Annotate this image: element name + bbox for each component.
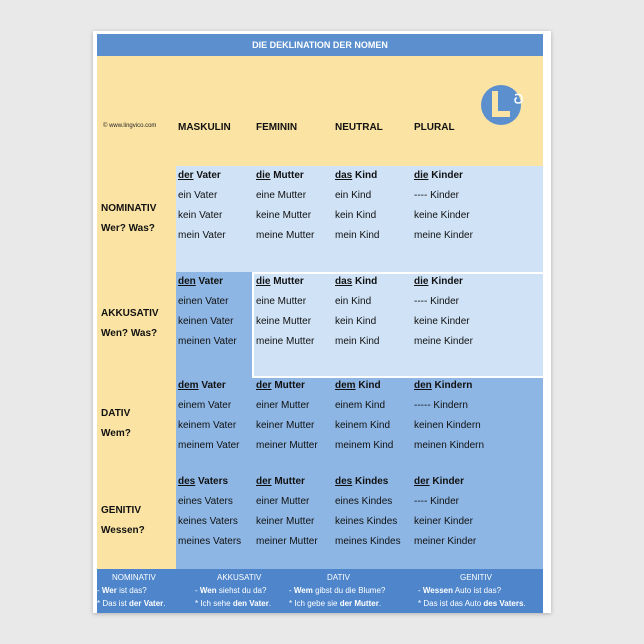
declension-cell: der Mutter — [256, 476, 305, 487]
declension-cell: mein Kind — [335, 230, 380, 241]
declension-cell: meines Kindes — [335, 536, 401, 547]
declension-cell: kein Kind — [335, 210, 377, 221]
declension-cell: meiner Mutter — [256, 440, 318, 451]
declension-cell: der Mutter — [256, 380, 305, 391]
case-label-nominativ — [97, 199, 180, 239]
declension-cell: eine Mutter — [256, 296, 307, 307]
declension-cell: des Kindes — [335, 476, 389, 487]
declension-cell: meine Kinder — [414, 336, 473, 347]
footer-answer: * Ich gebe sie der Mutter. — [289, 599, 382, 608]
declension-cell: das Kind — [335, 276, 378, 287]
declension-cell: meine Kinder — [414, 230, 473, 241]
declension-cell: meine Mutter — [256, 336, 315, 347]
declension-cell: des Vaters — [178, 476, 229, 487]
footer-question: - Wer ist das? — [97, 586, 147, 595]
declension-cell: keine Kinder — [414, 316, 470, 327]
declension-cell: keiner Kinder — [414, 516, 473, 527]
case-label-akkusativ — [97, 304, 180, 344]
case-name: NOMINATIV — [101, 203, 157, 214]
declension-cell: meine Mutter — [256, 230, 315, 241]
declension-cell: die Kinder — [414, 170, 463, 181]
declension-cell: meines Vaters — [178, 536, 242, 547]
declension-cell: keinen Kindern — [414, 420, 481, 431]
footer-header-dativ: DATIV — [327, 573, 350, 582]
footer-answer: * Ich sehe den Vater. — [195, 599, 272, 608]
example-footer — [97, 569, 543, 613]
declension-cell: der Vater — [178, 170, 221, 181]
declension-cell: meinem Vater — [178, 440, 240, 451]
declension-cell: meinen Vater — [178, 336, 237, 347]
declension-cell: einem Kind — [335, 400, 386, 411]
declension-cell: ein Kind — [335, 296, 372, 307]
column-header-neutral: NEUTRAL — [335, 122, 383, 133]
declension-cell: eines Vaters — [178, 496, 233, 507]
declension-cell: keine Kinder — [414, 210, 470, 221]
declension-cell: keinen Vater — [178, 316, 234, 327]
case-label-dativ — [97, 404, 180, 444]
footer-question: - Wen siehst du da? — [195, 586, 267, 595]
column-header-maskulin: MASKULIN — [178, 122, 231, 133]
declension-cell: einer Mutter — [256, 400, 310, 411]
column-header-plural: PLURAL — [414, 122, 455, 133]
declension-cell: der Kinder — [414, 476, 465, 487]
declension-cell: keiner Mutter — [256, 420, 315, 431]
footer-header-akkusativ: AKKUSATIV — [217, 573, 262, 582]
footer-header-genitiv: GENITIV — [460, 573, 493, 582]
page-title: DIE DEKLINATION DER NOMEN — [97, 34, 543, 56]
divider — [252, 272, 254, 378]
declension-cell: meiner Kinder — [414, 536, 477, 547]
copyright-text: © www.lingvico.com — [103, 123, 157, 129]
footer-answer: * Das ist der Vater. — [97, 599, 166, 608]
declension-cell: kein Kind — [335, 316, 377, 327]
declension-cell: den Kindern — [414, 380, 473, 391]
declension-cell: meinem Kind — [335, 440, 394, 451]
declension-cell: den Vater — [178, 276, 224, 287]
declension-cell: ein Kind — [335, 190, 372, 201]
declension-cell: mein Vater — [178, 230, 226, 241]
case-question: Wessen? — [101, 525, 145, 536]
declension-cell: die Kinder — [414, 276, 463, 287]
declension-cell: keines Vaters — [178, 516, 238, 527]
declension-cell: eines Kindes — [335, 496, 393, 507]
declension-cell: einem Vater — [178, 400, 232, 411]
declension-cell: die Mutter — [256, 170, 304, 181]
declension-cell: meiner Mutter — [256, 536, 318, 547]
declension-cell: keines Kindes — [335, 516, 398, 527]
case-name: DATIV — [101, 408, 131, 419]
declension-cell: ein Vater — [178, 190, 218, 201]
declension-cell: keine Mutter — [256, 316, 312, 327]
declension-cell: mein Kind — [335, 336, 380, 347]
declension-cell: ----- Kindern — [414, 400, 468, 411]
declension-cell: keiner Mutter — [256, 516, 315, 527]
case-name: AKKUSATIV — [101, 308, 159, 319]
case-name: GENITIV — [101, 505, 142, 516]
case-question: Wen? Was? — [101, 328, 158, 339]
declension-cell: kein Vater — [178, 210, 223, 221]
declension-cell: einer Mutter — [256, 496, 310, 507]
column-header-feminin: FEMININ — [256, 122, 298, 133]
declension-cell: dem Kind — [335, 380, 381, 391]
declension-cell: das Kind — [335, 170, 378, 181]
declension-cell: ---- Kinder — [414, 190, 460, 201]
declension-cell: meinen Kindern — [414, 440, 485, 451]
lingvico-logo-icon — [479, 81, 527, 129]
declension-cell: die Mutter — [256, 276, 304, 287]
case-label-genitiv — [97, 501, 180, 541]
case-question: Wem? — [101, 428, 131, 439]
footer-answer: * Das ist das Auto des Vaters. — [418, 599, 526, 608]
declension-cell: ---- Kinder — [414, 296, 460, 307]
declension-cell: keine Mutter — [256, 210, 312, 221]
case-question: Wer? Was? — [101, 223, 155, 234]
footer-question: - Wessen Auto ist das? — [418, 586, 502, 595]
poster — [93, 31, 551, 613]
declension-cell: einen Vater — [178, 296, 229, 307]
footer-question: - Wem gibst du die Blume? — [289, 586, 386, 595]
declension-cell: keinem Kind — [335, 420, 391, 431]
declension-cell: keinem Vater — [178, 420, 237, 431]
declension-cell: dem Vater — [178, 380, 226, 391]
declension-cell: ---- Kinder — [414, 496, 460, 507]
declension-cell: eine Mutter — [256, 190, 307, 201]
footer-header-nominativ: NOMINATIV — [112, 573, 156, 582]
